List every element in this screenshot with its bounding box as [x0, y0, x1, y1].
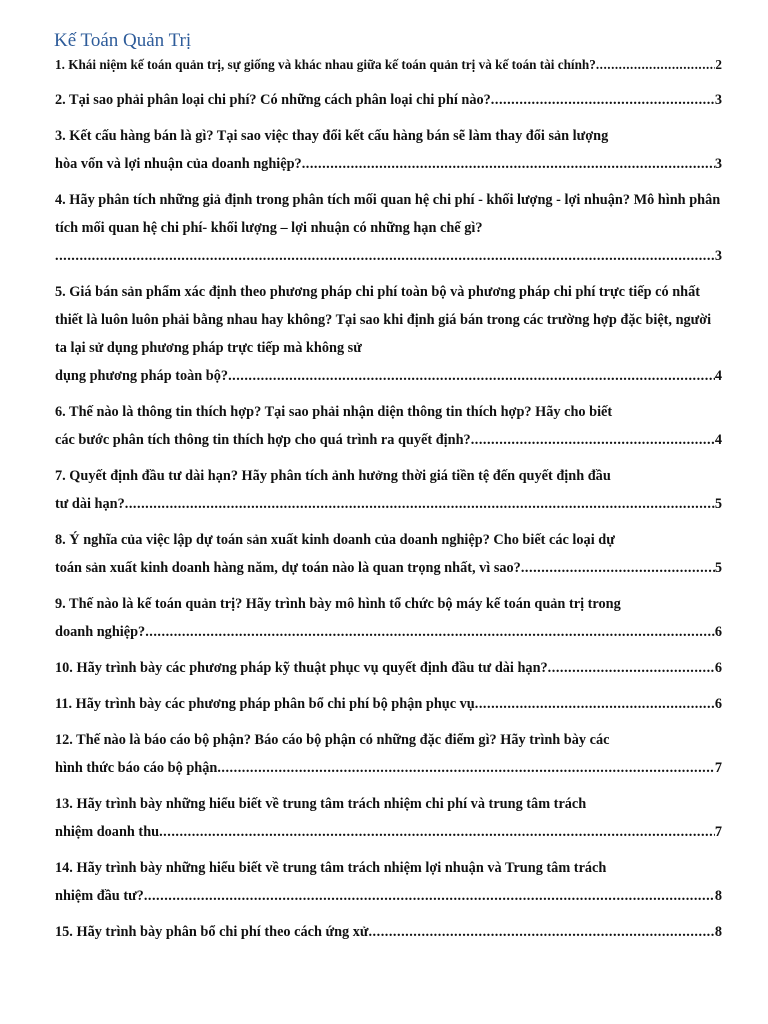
toc-entry-text: 13. Hãy trình bày những hiểu biết về trung tâm trách nhiệm chi phí và trung tâm trách — [55, 796, 587, 812]
toc-entry-line — [55, 690, 722, 718]
dot-leader — [302, 150, 715, 178]
toc-entry-line — [55, 362, 722, 390]
toc-entry-text: 7. Quyết định đầu tư dài hạn? Hãy phân tích ảnh hưởng thời giá tiền tệ đến quyết định đầu — [55, 468, 611, 484]
dot-leader — [217, 754, 715, 782]
toc-page-number: 6 — [714, 624, 722, 640]
toc-entry-text: 5. Giá bán sản phẩm xác định theo phương pháp chi phí toàn bộ và phương pháp chi phí trực tiếp có nhất thiết là luôn luôn phải bằng nhau hay không? Tại sao khi định giá bán trong các trường hợp đặc biệt, người ta lại sử dụng phương pháp trực tiếp mà không sử — [55, 284, 712, 356]
toc-entry-text: 9. Thế nào là kế toán quản trị? Hãy trình bày mô hình tổ chức bộ máy kế toán quản trị trong — [55, 596, 621, 612]
toc-entry-8[interactable] — [55, 526, 722, 582]
toc-entry-line — [55, 918, 722, 946]
toc-entry-text: 11. Hãy trình bày các phương pháp phân bổ chi phí bộ phận phục vụ — [55, 696, 475, 712]
toc-entry-3[interactable] — [55, 122, 722, 178]
document-title: Kế Toán Quản Trị — [54, 30, 192, 51]
toc-entry-line — [55, 426, 722, 454]
toc-entry-text: 6. Thế nào là thông tin thích hợp? Tại sao phải nhận diện thông tin thích hợp? Hãy cho biết — [55, 404, 613, 420]
dot-leader — [596, 54, 716, 76]
dot-leader — [491, 86, 715, 114]
toc-entry-2[interactable] — [55, 86, 722, 114]
toc-page-number: 2 — [715, 57, 722, 72]
toc-entry-9[interactable] — [55, 590, 722, 646]
toc-entry-11[interactable] — [55, 690, 722, 718]
toc-page-number: 3 — [714, 92, 722, 108]
toc-entry-line — [55, 150, 722, 178]
toc-entry-line — [55, 754, 722, 782]
toc-entry-text: 8. Ý nghĩa của việc lập dự toán sản xuất kinh doanh của doanh nghiệp? Cho biết các loại dự — [55, 532, 615, 548]
toc-page-number: 3 — [714, 156, 722, 172]
toc-entry-15[interactable] — [55, 918, 722, 946]
toc-page-number: 4 — [714, 432, 722, 448]
toc-page-number: 7 — [714, 824, 722, 840]
toc-entry-1[interactable] — [55, 54, 722, 76]
dot-leader — [159, 818, 715, 846]
toc-page-number: 6 — [714, 696, 722, 712]
toc-entry-line — [55, 818, 722, 846]
toc-entry-line — [55, 882, 722, 910]
dot-leader — [471, 426, 715, 454]
toc-page-number: 6 — [714, 660, 722, 676]
toc-entry-text-end: tư dài hạn? — [55, 496, 125, 512]
toc-page-number: 7 — [714, 760, 722, 776]
toc-page-number: 5 — [714, 496, 722, 512]
toc-entry-text-end: nhiệm doanh thu — [55, 824, 160, 840]
dot-leader — [548, 654, 715, 682]
toc-entry-6[interactable] — [55, 398, 722, 454]
toc-entry-text-end: hòa vốn và lợi nhuận của doanh nghiệp? — [55, 156, 302, 172]
toc-entry-line — [55, 554, 722, 582]
dot-leader — [125, 490, 715, 518]
toc-entry-text-end: hình thức báo cáo bộ phận — [55, 760, 218, 776]
toc-entry-4[interactable] — [55, 186, 722, 270]
toc-entry-10[interactable] — [55, 654, 722, 682]
toc-entry-text: 14. Hãy trình bày những hiểu biết về trung tâm trách nhiệm lợi nhuận và Trung tâm trách — [55, 860, 607, 876]
toc-page-number: 3 — [714, 248, 722, 264]
toc-entry-text: 1. Khái niệm kế toán quản trị, sự giống và khác nhau giữa kế toán quản trị và kế toán tài chính? — [55, 57, 596, 72]
table-of-contents — [55, 54, 722, 954]
toc-entry-14[interactable] — [55, 854, 722, 910]
toc-entry-13[interactable] — [55, 790, 722, 846]
toc-entry-text: 10. Hãy trình bày các phương pháp kỹ thuật phục vụ quyết định đầu tư dài hạn? — [55, 660, 548, 676]
toc-entry-text-end: các bước phân tích thông tin thích hợp cho quá trình ra quyết định? — [55, 432, 471, 448]
toc-entry-line — [55, 490, 722, 518]
dot-leader — [368, 918, 714, 946]
dot-leader — [521, 554, 715, 582]
dot-leader — [144, 882, 715, 910]
dot-leader — [55, 242, 715, 270]
dot-leader — [145, 618, 715, 646]
dot-leader — [228, 362, 715, 390]
toc-entry-text-end: toán sản xuất kinh doanh hàng năm, dự toán nào là quan trọng nhất, vì sao? — [55, 560, 521, 576]
toc-entry-line — [55, 242, 722, 270]
toc-entry-text-end: nhiệm đầu tư? — [55, 888, 144, 904]
toc-entry-line — [55, 54, 722, 76]
toc-entry-text-end: doanh nghiệp? — [55, 624, 146, 640]
toc-entry-text: 12. Thế nào là báo cáo bộ phận? Báo cáo bộ phận có những đặc điểm gì? Hãy trình bày các — [55, 732, 610, 748]
toc-entry-text: 2. Tại sao phải phân loại chi phí? Có những cách phân loại chi phí nào? — [55, 92, 491, 108]
toc-entry-5[interactable] — [55, 278, 722, 390]
toc-entry-line — [55, 654, 722, 682]
toc-entry-text: 4. Hãy phân tích những giả định trong phân tích mối quan hệ chi phí - khối lượng - lợi nhuận? Mô hình phân tích mối quan hệ chi phí- khối lượng – lợi nhuận có những hạn chế gì? — [55, 192, 721, 236]
toc-page-number: 5 — [714, 560, 722, 576]
dot-leader — [475, 690, 715, 718]
toc-page-number: 8 — [714, 924, 722, 940]
toc-entry-text: 3. Kết cấu hàng bán là gì? Tại sao việc thay đổi kết cấu hàng bán sẽ làm thay đổi sản lượng — [55, 128, 609, 144]
toc-entry-text-end: dụng phương pháp toàn bộ? — [55, 368, 229, 384]
toc-entry-line — [55, 618, 722, 646]
toc-page-number: 8 — [714, 888, 722, 904]
toc-entry-12[interactable] — [55, 726, 722, 782]
toc-page-number: 4 — [714, 368, 722, 384]
toc-entry-line — [55, 86, 722, 114]
toc-entry-text: 15. Hãy trình bày phân bổ chi phí theo cách ứng xử — [55, 924, 369, 940]
toc-entry-7[interactable] — [55, 462, 722, 518]
